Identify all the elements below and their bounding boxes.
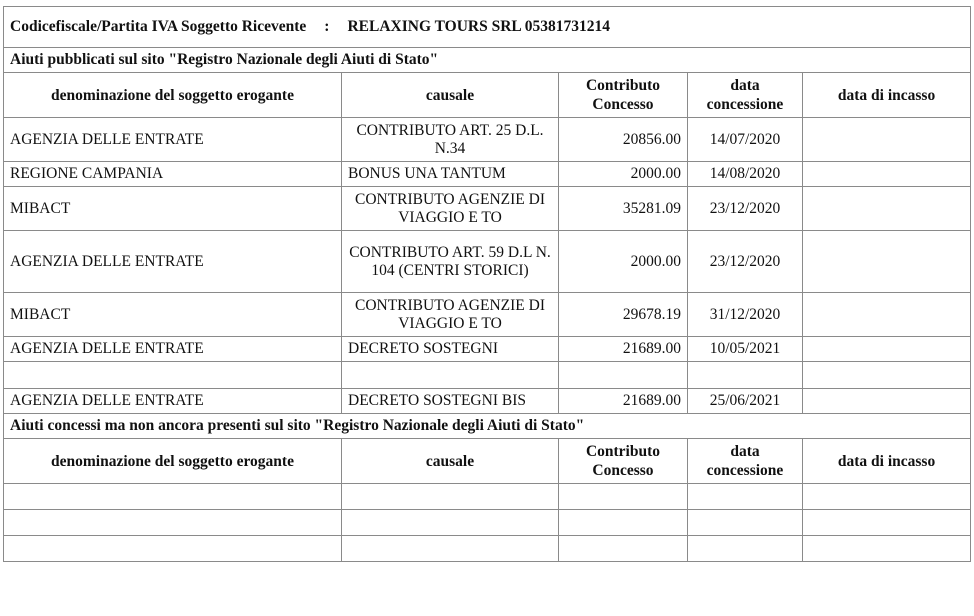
col-header-causale: causale [342, 73, 559, 118]
contributo-cell: 2000.00 [559, 162, 688, 187]
col-header-data-concessione: data concessione [688, 439, 803, 484]
causale-cell: DECRETO SOSTEGNI [342, 337, 559, 362]
data-incasso-cell [803, 362, 971, 389]
data-incasso-cell [803, 162, 971, 187]
contributo-cell: 35281.09 [559, 187, 688, 231]
causale-cell: DECRETO SOSTEGNI BIS [342, 389, 559, 414]
ente-cell: AGENZIA DELLE ENTRATE [4, 118, 342, 162]
contributo-cell: 21689.00 [559, 337, 688, 362]
empty-cell [688, 510, 803, 536]
data-incasso-cell [803, 389, 971, 414]
empty-row [4, 510, 971, 536]
section2-title: Aiuti concessi ma non ancora presenti sul sito "Registro Nazionale degli Aiuti di Stato" [4, 414, 971, 439]
data-concessione-cell [688, 362, 803, 389]
empty-cell [559, 536, 688, 562]
empty-cell [342, 484, 559, 510]
recipient-colon: : [324, 18, 330, 35]
empty-cell [559, 510, 688, 536]
col-header-data-incasso: data di incasso [803, 439, 971, 484]
data-incasso-cell [803, 187, 971, 231]
col-header-contributo: Contributo Concesso [559, 439, 688, 484]
empty-cell [4, 536, 342, 562]
causale-cell: BONUS UNA TANTUM [342, 162, 559, 187]
empty-cell [342, 510, 559, 536]
empty-cell [4, 510, 342, 536]
ente-cell: AGENZIA DELLE ENTRATE [4, 231, 342, 293]
ente-cell [4, 362, 342, 389]
empty-cell [803, 484, 971, 510]
data-concessione-cell: 25/06/2021 [688, 389, 803, 414]
ente-cell: AGENZIA DELLE ENTRATE [4, 337, 342, 362]
section1-title: Aiuti pubblicati sul sito "Registro Nazionale degli Aiuti di Stato" [4, 48, 971, 73]
empty-cell [688, 536, 803, 562]
causale-cell [342, 362, 559, 389]
section1-title-row [4, 48, 971, 73]
data-concessione-cell: 14/07/2020 [688, 118, 803, 162]
data-concessione-cell: 23/12/2020 [688, 187, 803, 231]
section2-header-row [4, 439, 971, 484]
data-concessione-cell: 10/05/2021 [688, 337, 803, 362]
col-header-ente: denominazione del soggetto erogante [4, 73, 342, 118]
col-header-data-incasso: data di incasso [803, 73, 971, 118]
data-concessione-cell: 14/08/2020 [688, 162, 803, 187]
empty-cell [803, 510, 971, 536]
data-incasso-cell [803, 337, 971, 362]
contributo-cell: 2000.00 [559, 231, 688, 293]
causale-cell: CONTRIBUTO AGENZIE DI VIAGGIO E TO [342, 187, 559, 231]
col-header-causale: causale [342, 439, 559, 484]
col-header-contributo: Contributo Concesso [559, 73, 688, 118]
ente-cell: MIBACT [4, 293, 342, 337]
ente-cell: AGENZIA DELLE ENTRATE [4, 389, 342, 414]
empty-row [4, 484, 971, 510]
table-row [4, 293, 971, 337]
table-row [4, 187, 971, 231]
causale-cell: CONTRIBUTO ART. 59 D.L N. 104 (CENTRI STORICI) [342, 231, 559, 293]
section1-header-row [4, 73, 971, 118]
empty-row [4, 536, 971, 562]
section2-title-row [4, 414, 971, 439]
empty-cell [559, 484, 688, 510]
contributo-cell: 21689.00 [559, 389, 688, 414]
aid-register-table [3, 6, 971, 562]
recipient-value: RELAXING TOURS SRL 05381731214 [347, 18, 611, 35]
empty-cell [688, 484, 803, 510]
col-header-ente: denominazione del soggetto erogante [4, 439, 342, 484]
recipient-label: Codicefiscale/Partita IVA Soggetto Ricevente [10, 18, 307, 35]
table-row [4, 389, 971, 414]
contributo-cell: 20856.00 [559, 118, 688, 162]
data-incasso-cell [803, 231, 971, 293]
table-row [4, 337, 971, 362]
col-header-data-concessione: data concessione [688, 73, 803, 118]
data-concessione-cell: 31/12/2020 [688, 293, 803, 337]
contributo-cell: 29678.19 [559, 293, 688, 337]
ente-cell: MIBACT [4, 187, 342, 231]
recipient-header-cell [4, 7, 971, 48]
empty-cell [803, 536, 971, 562]
table-row [4, 362, 971, 389]
data-incasso-cell [803, 293, 971, 337]
table-row [4, 162, 971, 187]
causale-cell: CONTRIBUTO ART. 25 D.L. N.34 [342, 118, 559, 162]
recipient-header-row [4, 7, 971, 48]
data-concessione-cell: 23/12/2020 [688, 231, 803, 293]
table-row [4, 118, 971, 162]
table-row [4, 231, 971, 293]
empty-cell [342, 536, 559, 562]
contributo-cell [559, 362, 688, 389]
ente-cell: REGIONE CAMPANIA [4, 162, 342, 187]
empty-cell [4, 484, 342, 510]
causale-cell: CONTRIBUTO AGENZIE DI VIAGGIO E TO [342, 293, 559, 337]
data-incasso-cell [803, 118, 971, 162]
